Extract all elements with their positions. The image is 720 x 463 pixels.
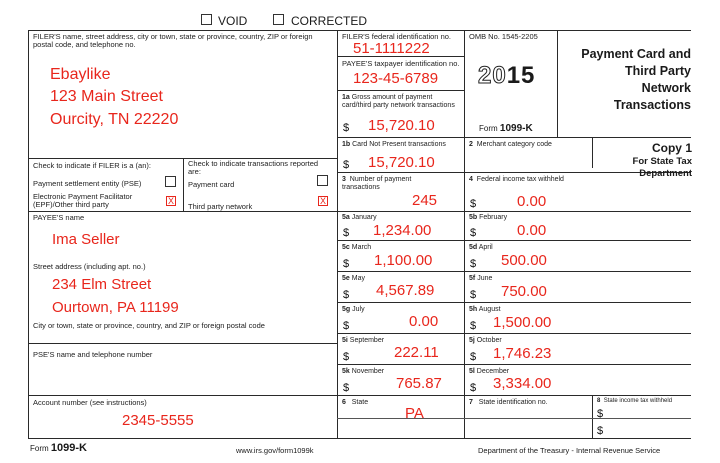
box5j-label: 5j October: [469, 337, 502, 344]
box1a-label: 1a Gross amount of payment card/third party network transactions: [342, 94, 455, 109]
box5i-dollar: $: [343, 351, 350, 363]
box5l-label: 5l December: [469, 368, 510, 375]
box5h-value: 1,500.00: [493, 314, 552, 331]
payee-tin-value: 123-45-6789: [353, 70, 439, 87]
account-number-value: 2345-5555: [122, 412, 194, 429]
box1b-dollar: $: [343, 159, 350, 171]
account-number-label: Account number (see instructions): [33, 398, 147, 407]
third-party-network-option-label: Third party network: [188, 202, 253, 211]
footer-form-name: Form 1099-K: [30, 442, 87, 454]
footer-url: www.irs.gov/form1099k: [236, 446, 314, 455]
pse-checkbox[interactable]: [165, 176, 176, 187]
box5c-label: 5c March: [342, 244, 372, 251]
box5f-dollar: $: [470, 289, 477, 301]
box6-value: PA: [405, 405, 424, 422]
box1a-dollar: $: [343, 122, 350, 134]
filer-type-label: Check to indicate if FILER is a (an):: [33, 161, 151, 170]
box8-dollar-2: $: [597, 425, 604, 437]
pse-option-label: Payment settlement entity (PSE): [33, 179, 142, 188]
box5d-dollar: $: [470, 258, 477, 270]
box5e-dollar: $: [343, 289, 350, 301]
filer-label: FILER'S name, street address, city or town, state or province, country, ZIP or foreign postal code, and telephone no.: [33, 32, 313, 49]
box8-label: 8 State income tax withheld: [597, 398, 673, 404]
box4-value: 0.00: [517, 193, 547, 210]
box1b-label: 1b Card Not Present transactions: [342, 141, 446, 148]
pse-name-label: PSE'S name and telephone number: [33, 350, 153, 359]
box5l-dollar: $: [470, 382, 477, 394]
transaction-type-label: Check to indicate transactions reported are:: [188, 159, 319, 176]
payee-city-label: City or town, state or province, country, and ZIP or foreign postal code: [33, 321, 265, 330]
epf-checkbox[interactable]: X: [167, 196, 174, 206]
payee-street-label: Street address (including apt. no.): [33, 262, 146, 271]
box4-label: 4 Federal income tax withheld: [469, 176, 564, 183]
payee-street: 234 Elm Street: [52, 276, 152, 293]
filer-city: Ourcity, TN 22220: [50, 111, 179, 128]
box6-label: 6 State: [342, 399, 369, 406]
third-party-network-checkbox[interactable]: X: [319, 196, 326, 206]
box5k-label: 5k November: [342, 368, 385, 375]
filer-street: 123 Main Street: [50, 88, 163, 105]
box3-label: 3 Number of payment transactions: [342, 176, 412, 191]
void-checkbox[interactable]: [201, 14, 212, 25]
box5j-dollar: $: [470, 351, 477, 363]
box5b-value: 0.00: [517, 222, 547, 239]
filer-name: Ebaylike: [50, 66, 111, 83]
box5g-dollar: $: [343, 320, 350, 332]
form-title: Payment Card and Third Party Network Transactions: [581, 47, 691, 112]
box5c-value: 1,100.00: [374, 252, 433, 269]
box5h-label: 5h August: [469, 306, 501, 313]
payment-card-checkbox[interactable]: [317, 175, 328, 186]
box5i-value: 222.11: [394, 344, 439, 361]
box5j-value: 1,746.23: [493, 345, 552, 362]
box5l-value: 3,334.00: [493, 375, 552, 392]
box5k-dollar: $: [343, 382, 350, 394]
box1b-value: 15,720.10: [368, 154, 435, 171]
omb-form-name: Form 1099-K: [479, 123, 533, 134]
box5a-label: 5a January: [342, 214, 377, 221]
payment-card-option-label: Payment card: [188, 180, 235, 189]
box5g-label: 5g July: [342, 306, 365, 313]
tax-year: 2015: [478, 62, 536, 89]
box5a-dollar: $: [343, 227, 350, 239]
box3-value: 245: [412, 192, 438, 209]
box5e-value: 4,567.89: [376, 282, 435, 299]
box7-label: 7 State identification no.: [469, 399, 548, 406]
filer-fed-id-label: FILER'S federal identification no.: [342, 32, 451, 41]
box5d-value: 500.00: [501, 252, 547, 269]
box1a-value: 15,720.10: [368, 117, 435, 134]
box5c-dollar: $: [343, 258, 350, 270]
box5f-label: 5f June: [469, 275, 493, 282]
box2-label: 2 Merchant category code: [469, 141, 552, 148]
omb-number: OMB No. 1545-2205: [469, 32, 538, 41]
box5b-label: 5b February: [469, 214, 508, 221]
filer-fed-id-value: 51-1111222: [353, 40, 430, 57]
copy-designation: Copy 1 For State Tax Department: [632, 141, 692, 179]
box5a-value: 1,234.00: [373, 222, 432, 239]
box8-dollar-1: $: [597, 408, 604, 420]
box5k-value: 765.87: [396, 375, 442, 392]
box5h-dollar: $: [470, 320, 477, 332]
box4-dollar: $: [470, 198, 477, 210]
box5b-dollar: $: [470, 227, 477, 239]
box5g-value: 0.00: [409, 313, 439, 330]
footer-department: Department of the Treasury - Internal Revenue Service: [478, 446, 661, 455]
payee-name: Ima Seller: [52, 231, 120, 248]
payee-city: Ourtown, PA 11199: [52, 299, 179, 316]
box5f-value: 750.00: [501, 283, 547, 300]
box5i-label: 5i September: [342, 337, 385, 344]
payee-tin-label: PAYEE'S taxpayer identification no.: [342, 59, 460, 68]
void-label: VOID: [218, 14, 248, 28]
box5d-label: 5d April: [469, 244, 493, 251]
box5e-label: 5e May: [342, 275, 365, 282]
payee-name-label: PAYEE'S name: [33, 213, 85, 222]
corrected-label: CORRECTED: [291, 14, 368, 28]
corrected-checkbox[interactable]: [273, 14, 284, 25]
epf-option-label: Electronic Payment Facilitator (EPF)/Other third party: [33, 192, 133, 209]
